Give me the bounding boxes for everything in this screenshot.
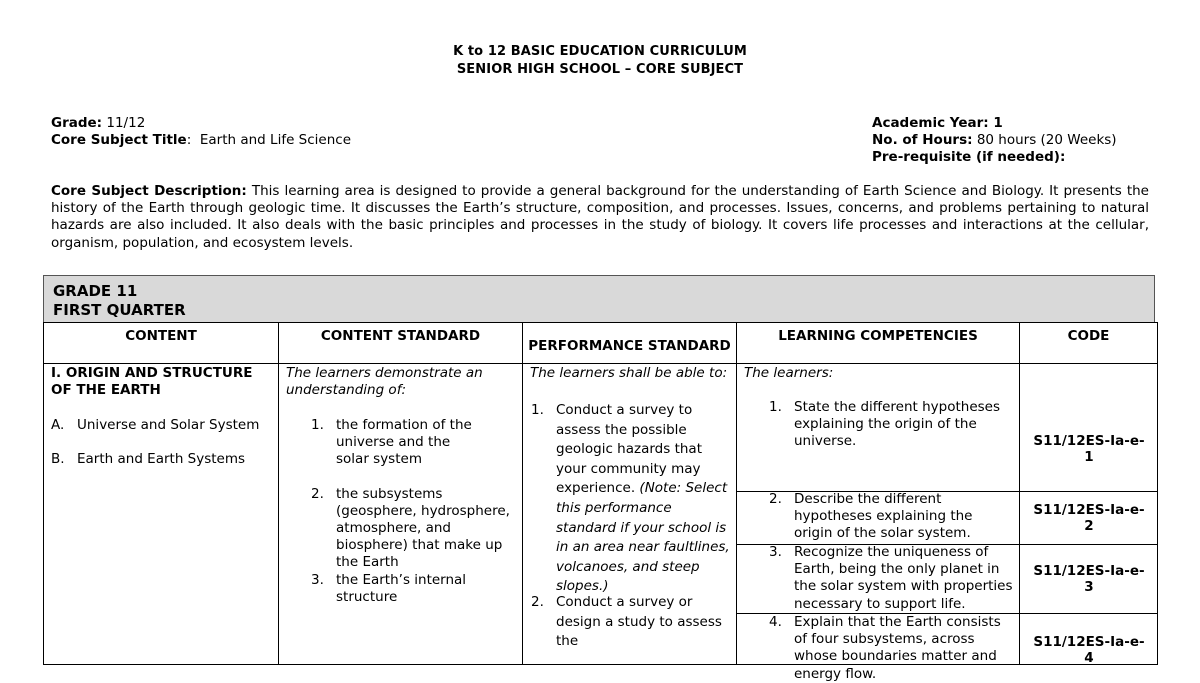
col-header-learning-competencies: LEARNING COMPETENCIES	[737, 323, 1020, 364]
content-item-b-label: B.	[51, 451, 65, 467]
academic-year	[872, 115, 1003, 132]
content-standard-num-2: 2.	[311, 486, 324, 502]
content-item-a: Universe and Solar System	[77, 417, 260, 433]
content-standard-num-1: 1.	[311, 417, 324, 433]
competency-item-4: Explain that the Earth consists of four subsystems, across whose boundaries matter and energy flow.	[794, 614, 1001, 682]
code-divider	[1020, 491, 1158, 492]
hours-info	[872, 132, 1117, 149]
code-cell	[1020, 364, 1158, 665]
hours-value: 80 hours (20 Weeks)	[976, 132, 1117, 148]
grade-quarter-band	[43, 275, 1155, 323]
learning-competencies-cell	[737, 364, 1020, 682]
subject-title-info: Core Subject Title: Earth and Life Science	[51, 132, 351, 148]
code-4-text: S11/12ES-Ia-e-4	[1033, 634, 1145, 666]
grade-info	[51, 115, 145, 132]
competency-item-2: Describe the different hypotheses explaining the origin of the solar system.	[794, 491, 973, 542]
competency-code-3	[1020, 563, 1158, 595]
code-divider	[1020, 613, 1158, 614]
curriculum-table	[43, 322, 1158, 682]
academic-year-label: Academic Year: 1	[872, 115, 1003, 131]
competency-item-3: Recognize the uniqueness of Earth, being the only planet in the solar system with properties necessary to support life.	[794, 544, 1013, 612]
code-divider	[1020, 544, 1158, 545]
content-standard-item-2: the subsystems (geosphere, hydrosphere, atmosphere, and biosphere) that make up the Earth	[336, 486, 510, 570]
content-standard-num-3: 3.	[311, 572, 324, 588]
quarter-heading: FIRST QUARTER	[53, 301, 186, 319]
grade-heading: GRADE 11	[53, 282, 138, 300]
grade-label: Grade:	[51, 115, 103, 131]
col-header-content-standard: CONTENT STANDARD	[279, 323, 523, 364]
col-header-performance-standard: PERFORMANCE STANDARD	[523, 323, 737, 364]
competency-code-1	[1020, 433, 1158, 465]
prerequisite-info	[872, 149, 1065, 166]
col-header-code: CODE	[1020, 323, 1158, 364]
grade-value: 11/12	[106, 115, 146, 131]
subject-title-value: Earth and Life Science	[199, 132, 351, 148]
competencies-intro: The learners:	[744, 365, 834, 381]
description-label: Core Subject Description:	[51, 183, 247, 199]
content-standard-intro: The learners demonstrate an understanding of:	[286, 365, 483, 398]
col-header-content: CONTENT	[44, 323, 279, 364]
description-text: This learning area is designed to provide a general background for the understanding of Earth Science and Biology. It presents the history of the Earth through geologic time. It discusses the Earth’s structure, composition, and processes. Issues, concerns, and problems pertaining to natural hazards are also included. It also deals with the basic principles and processes in the study of biology. It covers life processes and interactions at the cellular, organism, population, and ecosystem levels.	[51, 183, 1149, 251]
competency-num-4: 4.	[769, 614, 782, 630]
performance-standard-item-1	[556, 401, 731, 597]
competency-num-1: 1.	[769, 399, 782, 415]
performance-standard-note: (Note: Select this performance standard if your school is in an area near faultlines, volcanoes, and steep slopes.)	[556, 480, 730, 595]
content-standard-cell	[279, 364, 523, 665]
competency-code-2	[1020, 502, 1158, 534]
performance-standard-cell	[523, 364, 737, 665]
content-heading: I. ORIGIN AND STRUCTURE OF THE EARTH	[51, 365, 253, 398]
competency-num-2: 2.	[769, 491, 782, 507]
competency-code-4	[1020, 634, 1158, 666]
performance-standard-num-1: 1.	[531, 402, 544, 418]
subject-description	[51, 183, 1149, 252]
content-standard-item-3: the Earth’s internal structure	[336, 572, 467, 605]
performance-standard-item-2: Conduct a survey or design a study to assess the	[556, 594, 722, 650]
code-3-text: S11/12ES-Ia-e-3	[1033, 563, 1145, 595]
content-item-b: Earth and Earth Systems	[77, 451, 246, 467]
hours-label: No. of Hours:	[872, 132, 973, 148]
performance-standard-intro: The learners shall be able to:	[530, 365, 728, 381]
table-row	[44, 364, 1158, 665]
table-header-row	[44, 323, 1158, 364]
performance-standard-num-2: 2.	[531, 594, 544, 610]
code-2-text: S11/12ES-Ia-e-2	[1033, 502, 1145, 534]
content-cell	[44, 364, 279, 665]
content-item-a-label: A.	[51, 417, 65, 433]
document-title: K to 12 BASIC EDUCATION CURRICULUM	[453, 44, 747, 59]
code-1-text: S11/12ES-Ia-e-1	[1033, 433, 1145, 465]
prerequisite-label: Pre-requisite (if needed):	[872, 149, 1066, 165]
content-standard-item-1: the formation of the universe and the solar system	[336, 417, 472, 467]
document-subtitle: SENIOR HIGH SCHOOL – CORE SUBJECT	[456, 62, 744, 77]
competency-item-1: State the different hypotheses explaining the origin of the universe.	[794, 399, 1001, 450]
performance-standard-item-1-text: Conduct a survey to assess the possible geologic hazards that your community may experience.	[556, 402, 702, 497]
competency-num-3: 3.	[769, 544, 782, 560]
subject-title-label: Core Subject Title	[51, 132, 187, 148]
